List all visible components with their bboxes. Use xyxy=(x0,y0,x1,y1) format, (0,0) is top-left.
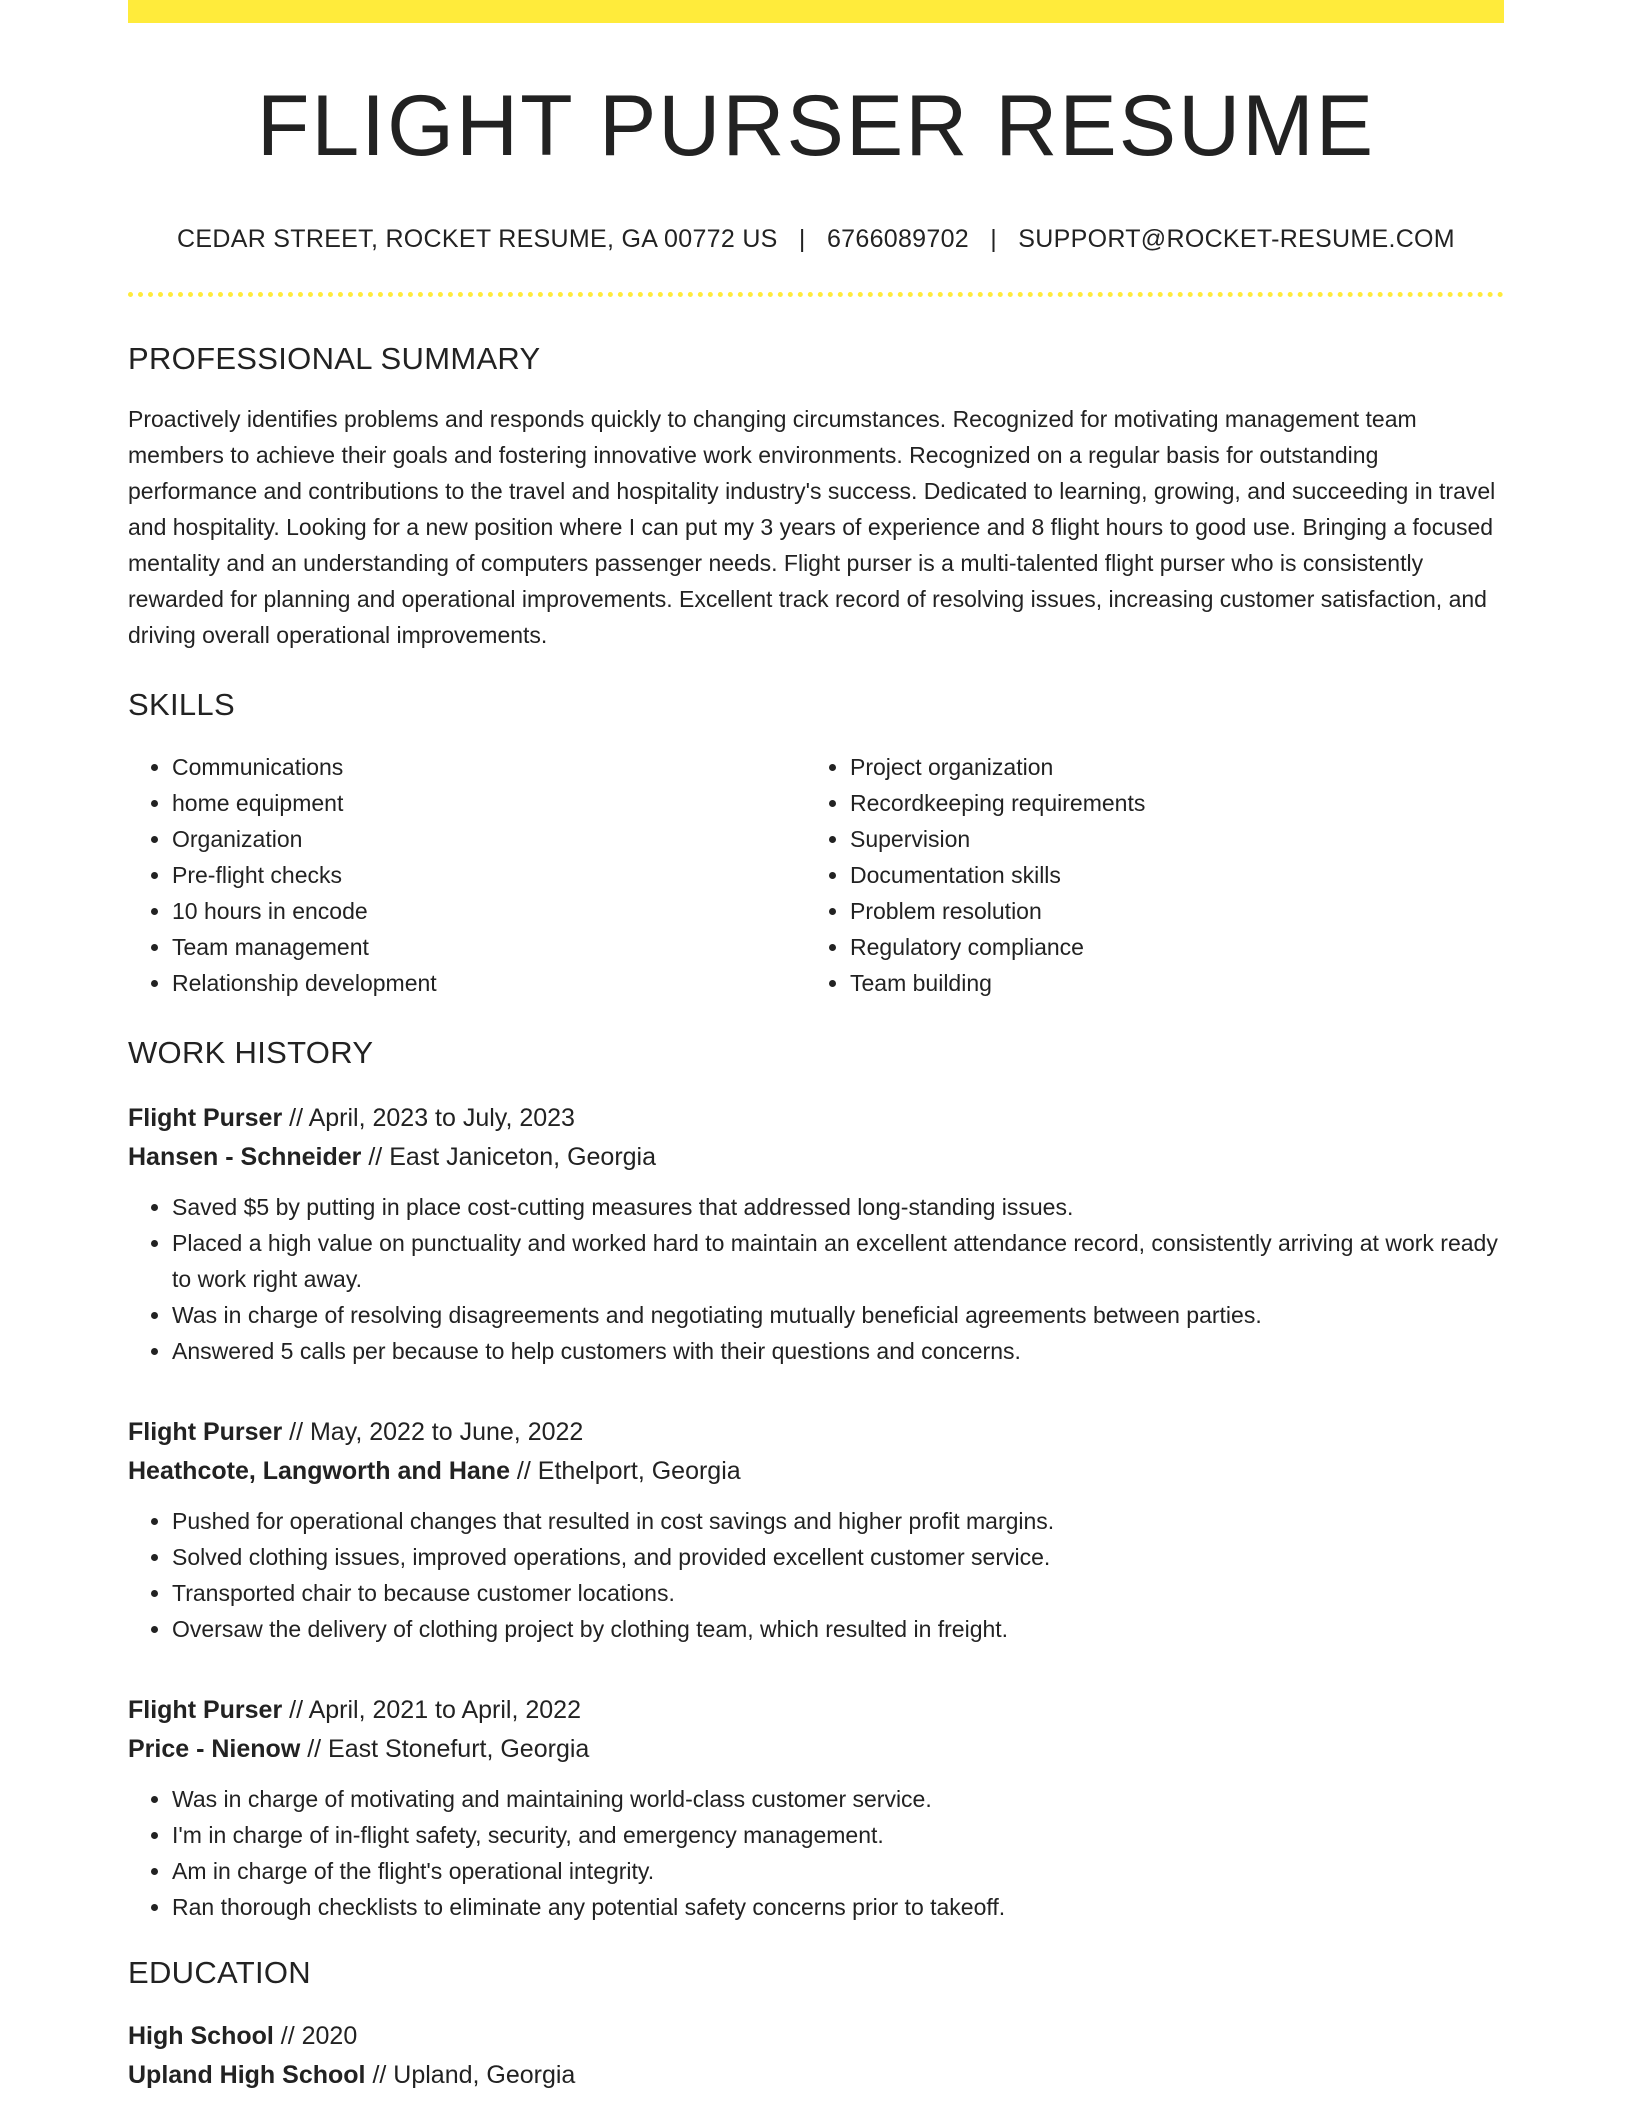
skill-item: • 10 hours in encode xyxy=(172,893,806,929)
skills-list xyxy=(128,749,1504,1001)
job-bullet: • Pushed for operational changes that resulted in cost savings and higher profit margins. xyxy=(172,1503,1504,1539)
resume-title: FLIGHT PURSER RESUME xyxy=(256,78,1376,174)
job-entry xyxy=(128,1691,1504,1925)
skills-heading: SKILLS xyxy=(128,687,235,722)
job-bullet: • Oversaw the delivery of clothing project by clothing team, which resulted in freight. xyxy=(172,1611,1504,1647)
job-bullet: • Ran thorough checklists to eliminate any potential safety concerns prior to takeoff. xyxy=(172,1889,1504,1925)
job-bullet: • Was in charge of motivating and maintaining world-class customer service. xyxy=(172,1781,1504,1817)
job-title: Flight Purser xyxy=(128,1104,283,1132)
job-company: Hansen - Schneider xyxy=(128,1143,362,1171)
job-bullet: • Am in charge of the flight's operational integrity. xyxy=(172,1853,1504,1889)
skill-item: • home equipment xyxy=(172,785,806,821)
job-bullet: • Answered 5 calls per because to help customers with their questions and concerns. xyxy=(172,1333,1504,1369)
job-location: // East Janiceton, Georgia xyxy=(361,1143,657,1171)
job-bullet: • Was in charge of resolving disagreements and negotiating mutually beneficial agreements between parties. xyxy=(172,1297,1504,1333)
education-location: // Upland, Georgia xyxy=(365,2061,576,2089)
skill-item: • Recordkeeping requirements xyxy=(850,785,1484,821)
skill-item: • Project organization xyxy=(850,749,1484,785)
job-bullets xyxy=(128,1503,1504,1647)
skill-item: • Organization xyxy=(172,821,806,857)
skill-item: • Problem resolution xyxy=(850,893,1484,929)
job-entry xyxy=(128,1413,1504,1647)
skill-item: • Team management xyxy=(172,929,806,965)
job-bullet: • Solved clothing issues, improved operations, and provided excellent customer service. xyxy=(172,1539,1504,1575)
job-location: // Ethelport, Georgia xyxy=(509,1457,741,1485)
job-title: Flight Purser xyxy=(128,1418,283,1446)
dotted-divider xyxy=(128,292,1504,297)
accent-top-bar xyxy=(128,0,1504,23)
contact-email: SUPPORT@ROCKET-RESUME.COM xyxy=(1018,225,1455,253)
education-school: Upland High School xyxy=(128,2061,366,2089)
skills-column-left xyxy=(128,749,806,1001)
contact-phone: 6766089702 xyxy=(826,225,969,253)
job-entry xyxy=(128,1099,1504,1369)
contact-separator: | xyxy=(990,225,998,253)
summary-heading: PROFESSIONAL SUMMARY xyxy=(128,341,541,376)
education-degree: High School xyxy=(128,2022,274,2050)
education-degree-line xyxy=(128,2017,1504,2056)
contact-separator: | xyxy=(798,225,806,253)
job-dates: // May, 2022 to June, 2022 xyxy=(282,1418,584,1446)
job-title: Flight Purser xyxy=(128,1696,283,1724)
resume-page xyxy=(128,0,1504,2095)
job-company: Heathcote, Langworth and Hane xyxy=(128,1457,510,1485)
job-company-line xyxy=(128,1138,1504,1177)
job-title-line xyxy=(128,1691,1504,1730)
job-title-line xyxy=(128,1413,1504,1452)
summary-text: Proactively identifies problems and responds quickly to changing circumstances. Recognized for motivating management team members to achieve their goals and fostering innovative work environments. Recognized on a regular basis for outstanding performance and contributions to the travel and hospitality industry's success. Dedicated to learning, growing, and succeeding in travel and hospitality. Looking for a new position where I can put my 3 years of experience and 8 flight hours to good use. Bringing a focused mentality and an understanding of computers passenger needs. Flight purser is a multi-talented flight purser who is consistently rewarded for planning and operational improvements. Excellent track record of resolving issues, increasing customer satisfaction, and driving overall operational improvements. xyxy=(128,406,1496,648)
skill-item: • Regulatory compliance xyxy=(850,929,1484,965)
skill-item: • Documentation skills xyxy=(850,857,1484,893)
skill-item: • Relationship development xyxy=(172,965,806,1001)
contact-line xyxy=(128,225,1504,254)
job-location: // East Stonefurt, Georgia xyxy=(300,1735,590,1763)
job-dates: // April, 2021 to April, 2022 xyxy=(282,1696,581,1724)
job-bullet: • Saved $5 by putting in place cost-cutting measures that addressed long-standing issues. xyxy=(172,1189,1504,1225)
job-company-line xyxy=(128,1452,1504,1491)
skill-item: • Pre-flight checks xyxy=(172,857,806,893)
job-bullets xyxy=(128,1189,1504,1369)
job-bullet: • Transported chair to because customer locations. xyxy=(172,1575,1504,1611)
education-school-line xyxy=(128,2056,1504,2095)
job-company-line xyxy=(128,1730,1504,1769)
skill-item: • Communications xyxy=(172,749,806,785)
job-bullets xyxy=(128,1781,1504,1925)
job-bullet: • Placed a high value on punctuality and worked hard to maintain an excellent attendance record, consistently arriving at work ready to work right away. xyxy=(172,1225,1504,1297)
job-company: Price - Nienow xyxy=(128,1735,301,1763)
job-title-line xyxy=(128,1099,1504,1138)
work-history-heading: WORK HISTORY xyxy=(128,1035,374,1070)
skills-column-right xyxy=(806,749,1484,1001)
skill-item: • Team building xyxy=(850,965,1484,1001)
contact-address: CEDAR STREET, ROCKET RESUME, GA 00772 US xyxy=(177,225,778,253)
education-entry xyxy=(128,2017,1504,2095)
job-dates: // April, 2023 to July, 2023 xyxy=(282,1104,575,1132)
education-year: // 2020 xyxy=(273,2022,358,2050)
skill-item: • Supervision xyxy=(850,821,1484,857)
job-bullet: • I'm in charge of in-flight safety, security, and emergency management. xyxy=(172,1817,1504,1853)
education-heading: EDUCATION xyxy=(128,1955,311,1990)
